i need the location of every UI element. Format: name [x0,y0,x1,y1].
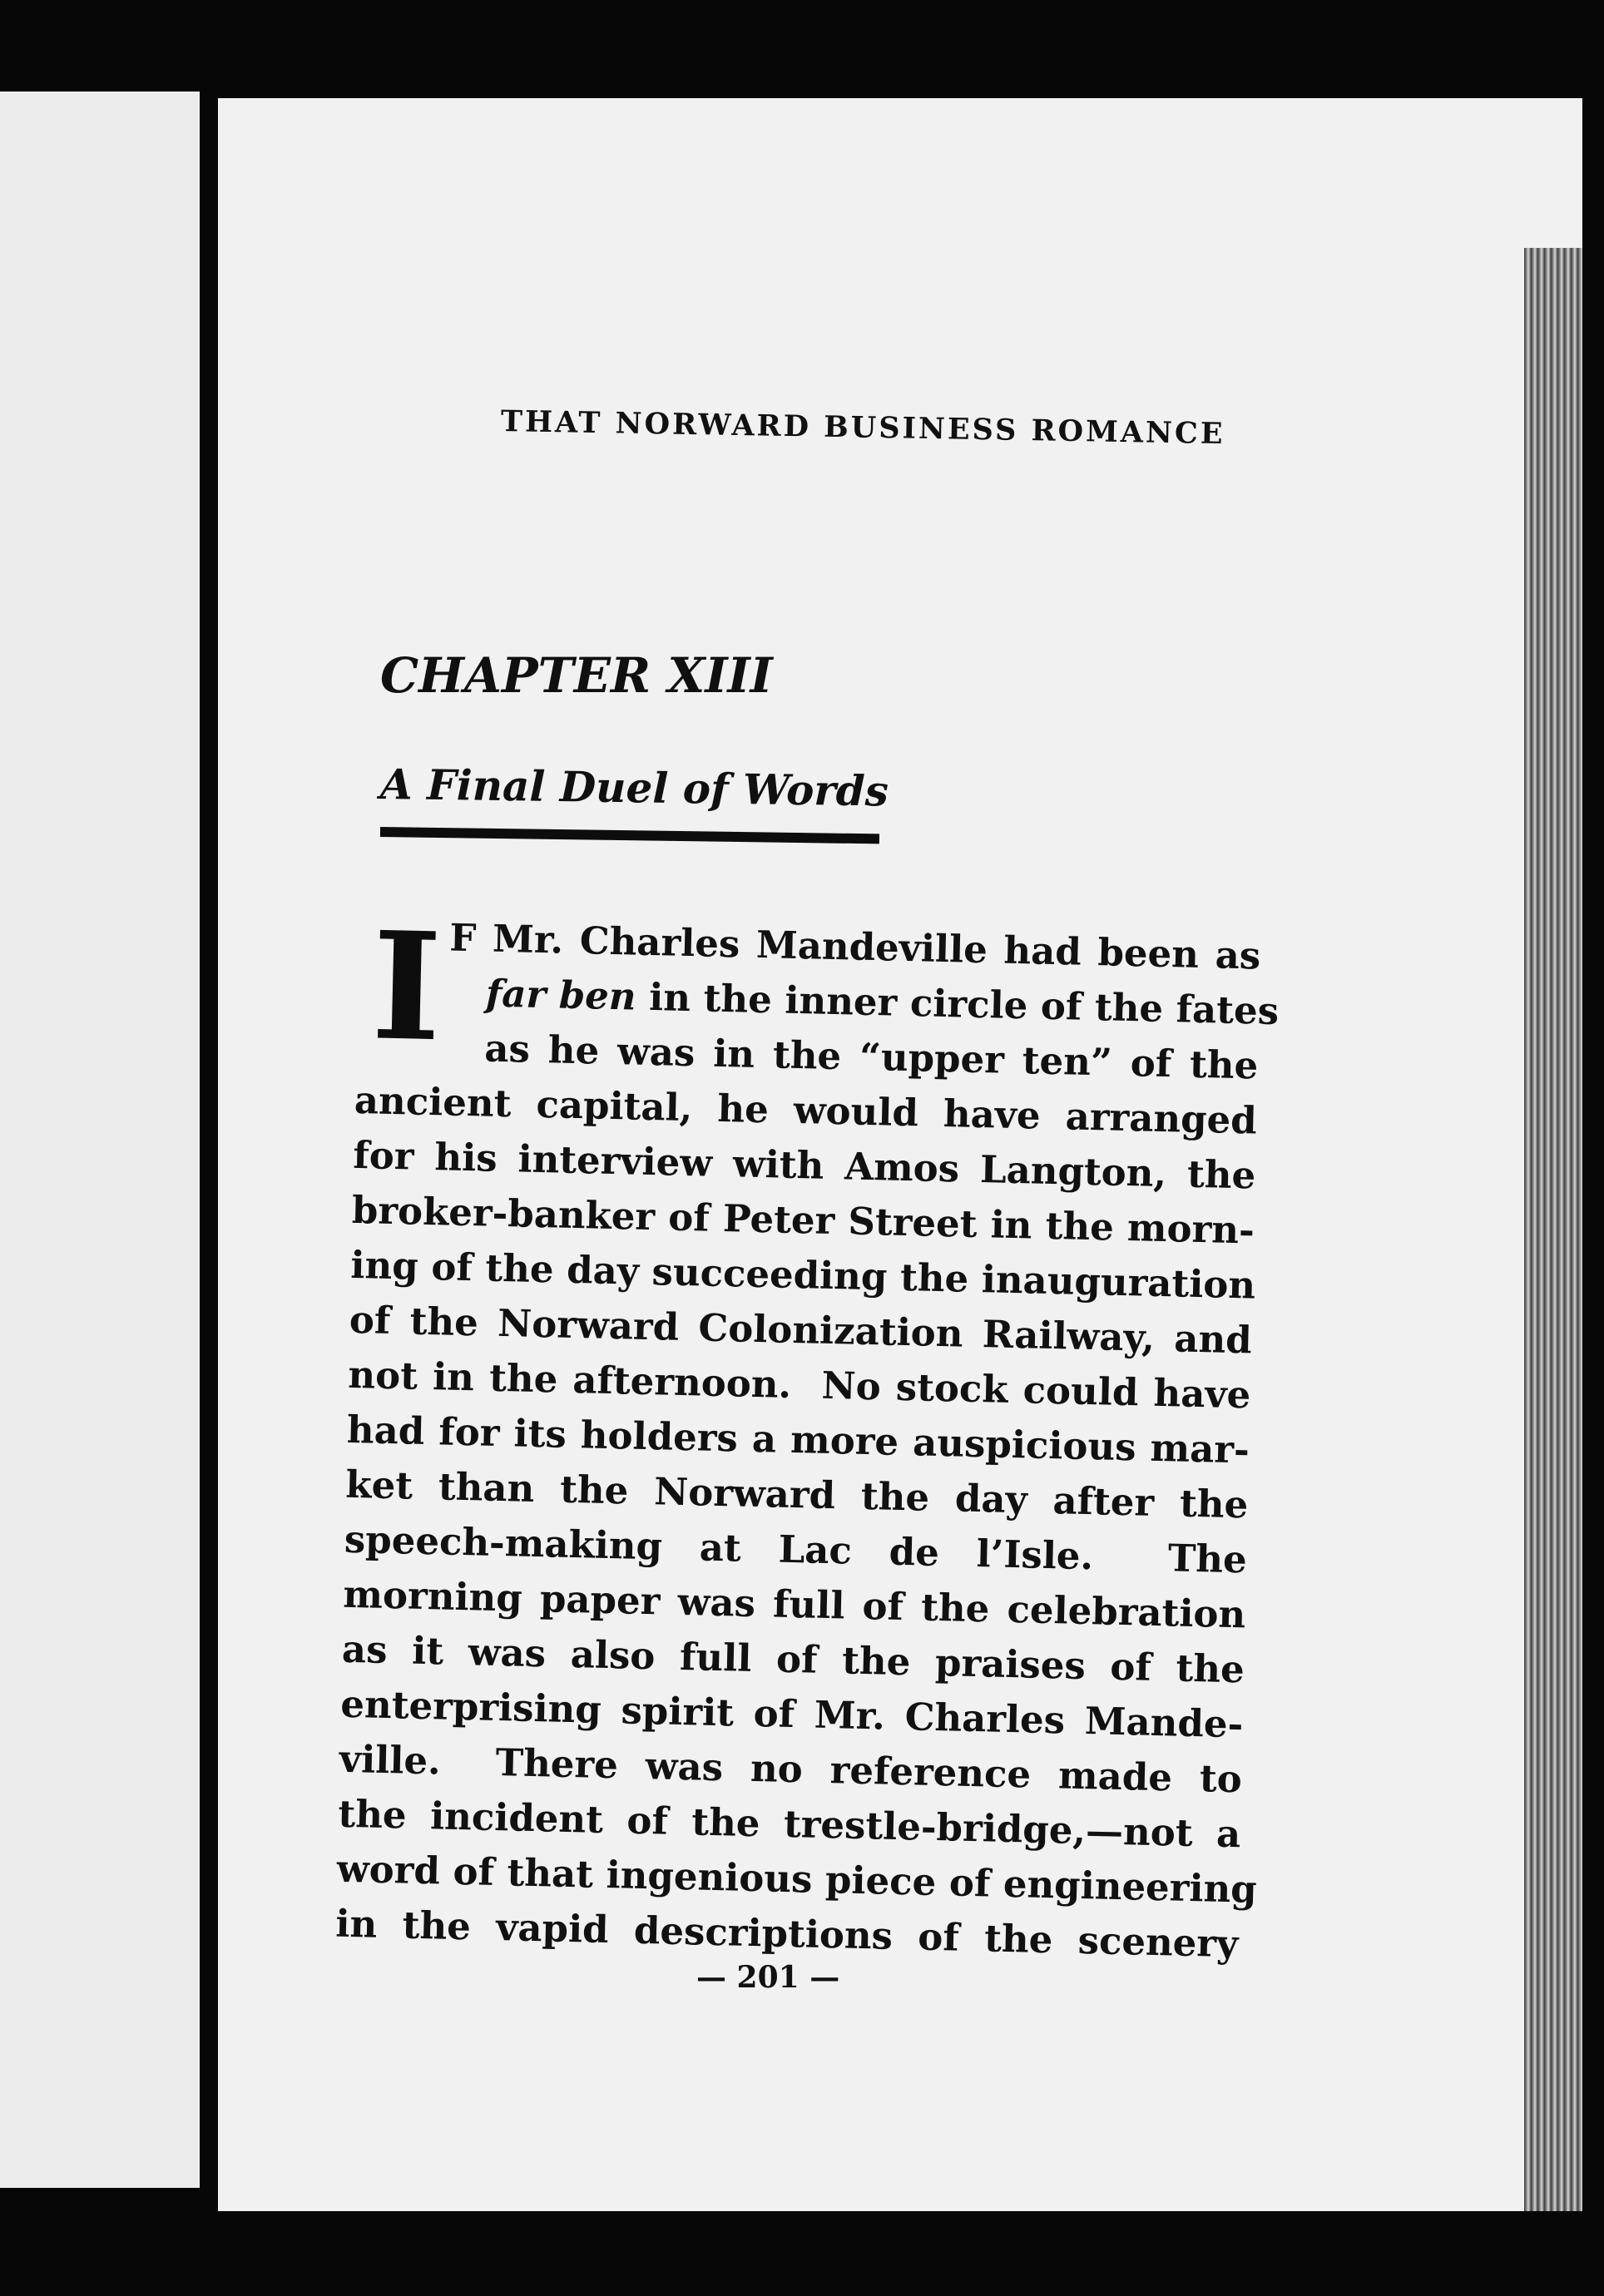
body-text [334,880,1280,1967]
text-line-12: speech-making at Lac de l’Isle. The [344,1517,1248,1582]
text-line-15: enterprising spirit of Mr. Charles Mande- [339,1681,1244,1747]
page-number: — 201 — [696,1960,840,1995]
text-line-9: not in the afternoon. No stock could have [347,1352,1251,1418]
page-stack-edge [1524,248,1582,2211]
drop-cap: I [369,898,443,1075]
text-line-6: broker-banker of Peter Street in the morn- [351,1187,1255,1253]
text-line-1: F Mr. Charles Mandeville had been as [448,915,1261,978]
text-line-2 [485,971,1280,1034]
text-line-19: in the vapid descriptions of the scenery [334,1901,1239,1967]
text-line-4: ancient capital, he would have arranged [354,1077,1258,1143]
running-head: THAT NORWARD BUSINESS ROMANCE [500,404,1225,452]
book-page [218,98,1582,2211]
text-line-16: ville. There was no reference made to [339,1736,1243,1802]
text-line-10: had for its holders a more auspicious mar- [346,1407,1250,1472]
text-line-7: ing of the day succeeding the inauguration [349,1242,1256,1308]
text-line-18: word of that ingenious piece of engineering [336,1846,1258,1912]
text-line-13: morning paper was full of the celebration [342,1571,1246,1637]
chapter-title: A Final Duel of Words [379,760,889,816]
text-line-3: as he was in the “upper ten” of the [483,1026,1259,1088]
italic-phrase: far ben [485,971,637,1019]
text-line-2-rest: in the inner circle of the fates [636,974,1280,1034]
facing-page-edge [0,92,200,2188]
text-line-14: as it was also full of the praises of the [341,1626,1245,1692]
text-line-11: ket than the Norward the day after the [344,1462,1249,1527]
chapter-number: CHAPTER XIII [380,647,773,704]
text-line-8: of the Norward Colonization Railway, and [349,1297,1253,1363]
text-line-17: the incident of the trestle-bridge,—not a [337,1791,1241,1857]
text-line-5: for his interview with Amos Langton, the [352,1132,1256,1198]
title-rule [380,827,879,844]
